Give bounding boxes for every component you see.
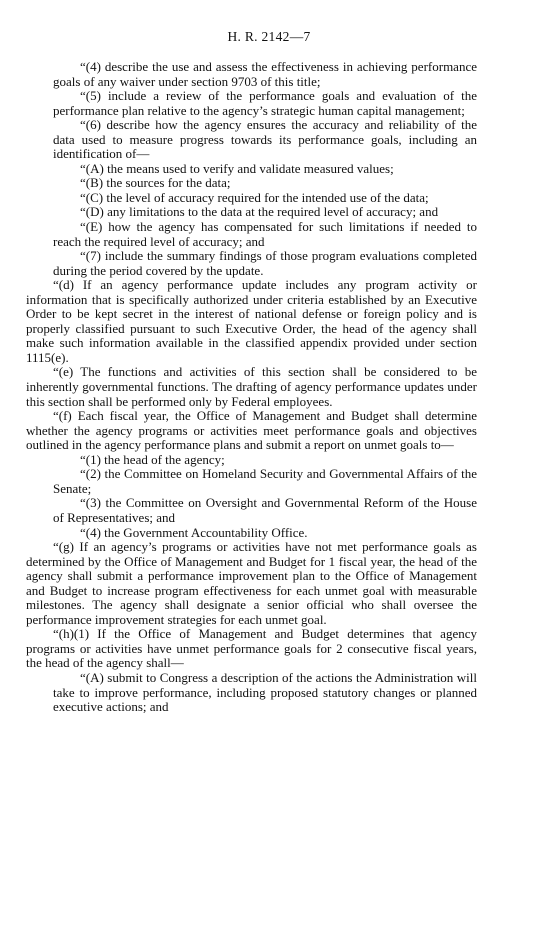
paragraph-5: “(5) include a review of the performance goals and evaluation of the performance plan relative to the agency’s strategic human capital management; <box>53 88 477 118</box>
document-body <box>26 60 477 715</box>
subparagraph-a: “(A) the means used to verify and validate measured values; <box>80 160 394 176</box>
paragraph-6: “(6) describe how the agency ensures the accuracy and reliability of the data used to measure progress towards its performance goals, including an identification of— <box>53 117 477 162</box>
subsection-h-item-a: “(A) submit to Congress a description of the actions the Administration will take to improve performance, including proposed statutory changes or planned executive actions; and <box>53 669 477 715</box>
page-header: H. R. 2142—7 <box>227 29 311 44</box>
subparagraph-d: “(D) any limitations to the data at the required level of accuracy; and <box>80 204 439 220</box>
subsection-f-item-4: “(4) the Government Accountability Office. <box>80 524 308 540</box>
paragraph-4: “(4) describe the use and assess the effectiveness in achieving performance goals of any waiver under section 9703 of this title; <box>53 59 477 89</box>
subsection-f-item-3: “(3) the Committee on Oversight and Governmental Reform of the House of Representatives; and <box>53 495 477 525</box>
subsection-f-item-1: “(1) the head of the agency; <box>80 451 225 467</box>
subparagraph-c: “(C) the level of accuracy required for the intended use of the data; <box>80 189 429 205</box>
paragraph-7: “(7) include the summary findings of those program evaluations completed during the period covered by the update. <box>53 248 477 278</box>
subsection-d: “(d) If an agency performance update includes any program activity or information that is specifically authorized under criteria established by an Executive Order to be kept secret in the interest of national defense or foreign policy and is properly classified pursuant to such Executive Order, the head of the agency shall make such information available in the classified appendix provided under section 1115(e). <box>26 277 477 365</box>
subsection-f-item-2: “(2) the Committee on Homeland Security and Governmental Affairs of the Senate; <box>53 466 477 496</box>
subsection-h: “(h)(1) If the Office of Management and Budget determines that agency programs or activities have unmet performance goals for 2 consecutive fiscal years, the head of the agency shall— <box>26 626 477 671</box>
subsection-e: “(e) The functions and activities of this section shall be considered to be inherently governmental functions. The drafting of agency performance updates under this section shall be performed only by Federal employees. <box>26 364 477 409</box>
subsection-g: “(g) If an agency’s programs or activities have not met performance goals as determined by the Office of Management and Budget for 1 fiscal year, the head of the agency shall submit a performance improvement plan to the Office of Management and Budget to increase program effectiveness for each unmet goal with measurable milestones. The agency shall designate a senior official who shall oversee the performance improvement strategies for each unmet goal. <box>26 539 477 627</box>
subparagraph-b: “(B) the sources for the data; <box>80 175 231 191</box>
subsection-f: “(f) Each fiscal year, the Office of Management and Budget shall determine whether the agency programs or activities meet performance goals and objectives outlined in the agency performance plans and submit a report on unmet goals to— <box>26 408 477 453</box>
subparagraph-e: “(E) how the agency has compensated for such limitations if needed to reach the required level of accuracy; and <box>53 219 477 249</box>
